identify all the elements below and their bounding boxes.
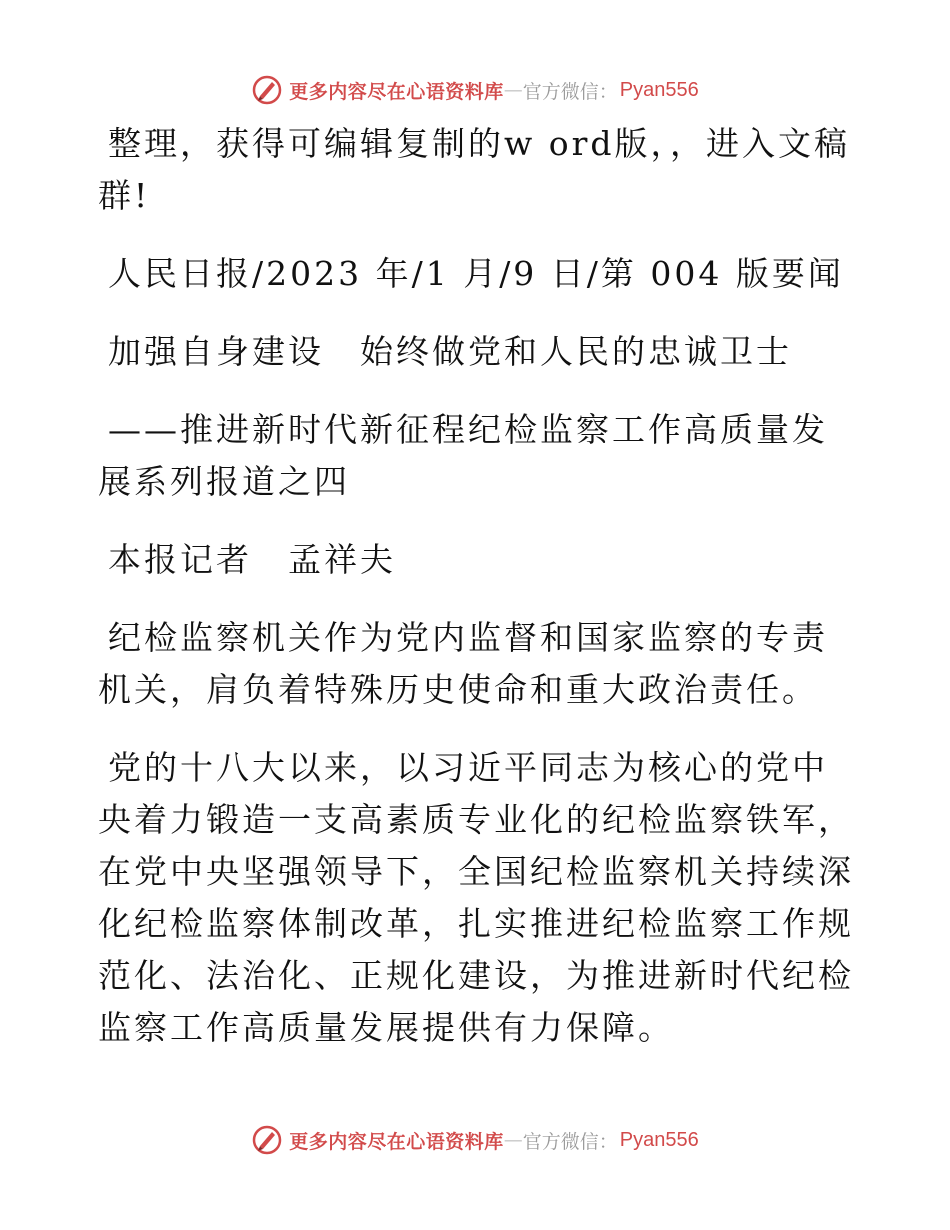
article-subtitle: ——推进新时代新征程纪检监察工作高质量发展系列报道之四 [98,410,828,501]
watermark-wechat-id: Pyan556 [619,1128,699,1151]
brand-logo-icon [251,1124,283,1156]
body-paragraph: 纪检监察机关作为党内监督和国家监察的专责机关，肩负着特殊历史使命和重大政治责任。 [98,618,828,709]
article-title: 加强自身建设 始终做党和人民的忠诚卫士 [108,332,792,371]
body-paragraph: 党的十八大以来，以习近平同志为核心的党中央着力锻造一支高素质专业化的纪检监察铁军，在党中央坚强领导下，全国纪检监察机关持续深化纪检监察体制改革，扎实推进纪检监察工作规范化、法治化、正规化建设，为推进新时代纪检监察工作高质量发展提供有力保障。 [98,748,854,1047]
brand-logo-icon [251,74,283,106]
source-line: 人民日报/2023 年/1 月/9 日/第 004 版要闻 [108,254,844,293]
watermark-dash: — [503,79,523,101]
watermark-main-text: 更多内容尽在心语资料库 [289,1130,504,1153]
footer-watermark [0,1120,950,1160]
watermark-label: 官方微信： [522,80,618,103]
document-body [98,118,858,1080]
watermark-main-text: 更多内容尽在心语资料库 [289,80,504,103]
header-watermark [0,70,950,110]
watermark-wechat-id: Pyan556 [619,78,699,101]
watermark-dash: — [503,1129,523,1151]
watermark-label: 官方微信： [522,1130,618,1153]
intro-note: 整理，获得可编辑复制的w ord版，，进入文稿群! [98,124,851,215]
byline: 本报记者 孟祥夫 [108,540,396,579]
